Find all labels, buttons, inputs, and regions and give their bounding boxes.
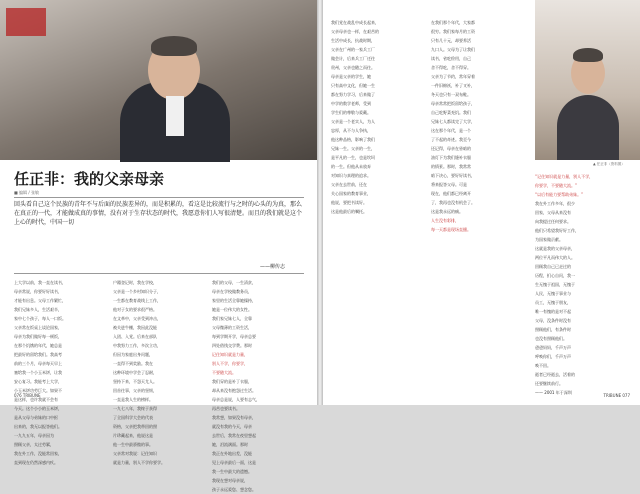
text-line: 家里的生活全靠她操持， <box>212 298 256 303</box>
text-line: 每到学期开学，母亲总要 <box>212 334 256 339</box>
text-line: 一件旧棉袄，补了又补， <box>431 83 475 88</box>
text-line: 父亲常在饭桌上谈论国家， <box>14 325 62 330</box>
text-line: 我们党在战乱中成长起来， <box>331 20 379 25</box>
text-line: 学生们的尊敬与爱戴。 <box>331 110 371 115</box>
text-line: 我们兄妹多人，生活艰辛， <box>14 307 62 312</box>
text-line: 户籍登记时，我在学校， <box>113 280 157 285</box>
text-line: 回顾我自己已走过的 <box>535 264 571 269</box>
text-line: 出来的，我无以报答他们。 <box>14 424 62 429</box>
text-line: 被关进牛棚，我因此没能 <box>113 325 157 330</box>
text-line: 向我提过任何要求。 <box>535 219 571 224</box>
text-line: 的一生。但他从未放弃 <box>331 164 371 169</box>
article-title: 任正非：我的父亲母亲 <box>14 170 165 188</box>
text-line: 把最好的留给我们。我高考 <box>14 352 62 357</box>
text-line: 中学的数学老师，受到 <box>331 101 371 106</box>
text-line: 做会计，后来兵工厂迁往 <box>331 56 375 61</box>
text-line: 将来报答父母。可是 <box>431 182 467 187</box>
text-line: 是平凡的一生，也是坎坷 <box>331 155 375 160</box>
text-line: 我们家兄妹七人，全靠 <box>212 316 252 321</box>
text-line: 还记得，母亲在昏暗的 <box>431 146 471 151</box>
text-line: 了不起的奇迹。我至今 <box>431 137 471 142</box>
text-line: 的情景。那时，我常常 <box>431 164 471 169</box>
body-column-2 <box>431 18 523 393</box>
text-line: 父亲是一个乡村知识分子， <box>113 289 161 294</box>
byline: ■ 编辑 / 张敏 <box>14 190 39 195</box>
text-line: 逝者已经逝去，活着的 <box>535 372 575 377</box>
text-line: 直到现在仍然深感内疚。 <box>14 460 58 465</box>
text-line: 他们只希望我好好工作， <box>535 228 579 233</box>
pull-quote-line: “以后有能力要帮助弟妹。” <box>535 192 584 197</box>
pull-quote-line: “记住知识就是力量，别人不学， <box>535 174 594 179</box>
text-line: 我们的父母，一生清贫， <box>212 280 256 285</box>
text-line: 为国家做贡献。 <box>535 237 563 242</box>
text-line: 这是我永远的痛。 <box>431 209 463 214</box>
text-line: 我一生中最大的遗憾。 <box>212 469 252 474</box>
text-line: 这种环境中学会了忍耐， <box>113 370 157 375</box>
text-line: 母亲在学校做教务员， <box>212 289 252 294</box>
text-line: 但因为家庭出身问题， <box>113 352 153 357</box>
text-line: 我在外工作多年，很少 <box>535 201 575 206</box>
text-line: 母亲常说，你要好好读书， <box>14 289 62 294</box>
text-line: 唯一有愧的是对不起 <box>535 309 571 314</box>
text-line: 塞给我一个小玉米饼，让我 <box>14 370 62 375</box>
text-line: 今天。这个小小的玉米饼， <box>14 406 62 411</box>
text-line: 贵州，父亲也随之而往。 <box>331 65 375 70</box>
photo-caption: ▲ 任正非（资料图） <box>593 162 625 166</box>
text-line: 他这种品格，影响了我们 <box>331 137 375 142</box>
text-line: 是这样，也许我就不会有 <box>14 397 58 402</box>
text-line: 一九七八年，我终于获得 <box>113 406 157 411</box>
text-line: 我们穿的是补丁衣服， <box>212 379 252 384</box>
text-line: 了全国科学大会的代表 <box>113 415 153 420</box>
text-line: 只有高中文化，但她一生 <box>331 83 375 88</box>
text-line: 父亲是一个老实人，为人 <box>331 119 375 124</box>
right-page <box>323 0 640 405</box>
text-line: 也没有照顾他们。 <box>535 336 567 341</box>
text-line: 历程，扪心自问，我一 <box>535 273 575 278</box>
text-line: 生活中成长，抗战时期， <box>331 38 375 43</box>
text-line: 母亲是父亲的学生，她 <box>331 74 371 79</box>
text-line: 油灯下为我们缝补衣服 <box>431 155 471 160</box>
text-line: 母亲常常把饭留给孩子， <box>431 101 475 106</box>
text-line: 呼唤你们，千声万声 <box>535 354 571 359</box>
text-line: 就没有我的今天，母亲 <box>212 424 252 429</box>
text-line: 冬天也只有一双布鞋。 <box>431 92 471 97</box>
pull-quote-line: 人生没有彩排， <box>431 218 459 223</box>
text-line: 入团、入党。后来在部队 <box>113 334 157 339</box>
text-line: 兄妹一生。父亲的一生， <box>331 146 375 151</box>
text-line: 他对子女的要求很严格。 <box>113 307 157 312</box>
text-line: 小玉米饼功劳巨大。如果不 <box>14 388 62 393</box>
lead-signature: ——柳传志 <box>260 264 286 270</box>
text-line: 就是力量，别人不学你要学。 <box>113 460 165 465</box>
text-line: 是从父母与弟妹的口中抠 <box>14 415 58 420</box>
text-line: 舍不得吃，舍不得穿。 <box>431 65 471 70</box>
text-line: 母亲为我们做好每一顿饭， <box>14 334 62 339</box>
divider <box>14 197 304 198</box>
page-folio: 076 TRIBUNE <box>14 393 41 398</box>
text-line: 回家，父母从来没有 <box>535 210 571 215</box>
text-line: 还要继续前行。 <box>535 381 563 386</box>
text-line: 对知识与真理的追求。 <box>331 173 371 178</box>
text-line: 这是他最后的嘱托。 <box>331 209 367 214</box>
text-line: 人民，无愧于事业与 <box>535 291 571 296</box>
text-line: 都在努力学习，后来做了 <box>331 92 375 97</box>
text-line: 自己吃野菜充饥。我们 <box>431 110 471 115</box>
text-line: 去世后，我常在夜里想起 <box>212 433 256 438</box>
lead-paragraph: 回头看自己这个民族的青年不与后面的民族差异的，而是积累的，看这是比较流行与之时的心头的为真，那么在真正的一代，才能做成真的事情，没有对于生存状态的时代，我愿意你们人写很清楚。而且的我们就是这个上心的时代，中国一切 <box>14 201 303 226</box>
portrait-photo <box>0 0 317 160</box>
text-line: 忠厚，从不与人争执， <box>331 128 371 133</box>
text-line: 片珍藏起来，他说这是 <box>113 433 153 438</box>
text-line: 一生都在教育战线上工作， <box>113 298 161 303</box>
pull-quote-line: 你要学，不要随大流。” <box>535 183 578 188</box>
text-line: 却从来没有抱怨过生活。 <box>212 388 256 393</box>
text-line: 前的三个月，母亲每天早上 <box>14 361 62 366</box>
text-line: 暗下决心，要好好读书， <box>431 173 475 178</box>
text-line: 九口人。父母为了让我们 <box>431 47 475 52</box>
text-line: 生无愧于祖国，无愧于 <box>535 282 575 287</box>
page-folio: TRIBUNE 077 <box>603 393 630 398</box>
text-line: 再苦也要读书。 <box>212 406 240 411</box>
text-line: 见上母亲最后一面，这是 <box>212 460 256 465</box>
text-line: 在那个饥饿的年代，她总是 <box>14 343 62 348</box>
text-line: 父亲常对我说：记住知识 <box>113 451 157 456</box>
text-line: 员工，无愧于朋友， <box>535 300 571 305</box>
pull-quote-line: 每一天都是现场直播。 <box>431 227 471 232</box>
text-line: 现在，他们都已经离开 <box>431 191 471 196</box>
text-line: 照顾他们，有条件时 <box>535 327 571 332</box>
text-line: 一直是我人生的榜样。 <box>113 397 153 402</box>
text-line: 关心国家的教育事业， <box>331 191 371 196</box>
body-column-3 <box>212 278 304 492</box>
text-line: 唤不回。 <box>535 363 551 368</box>
text-line: 兄妹七人都读完了大学， <box>431 119 475 124</box>
text-line: 父亲在去世前，还在 <box>331 182 367 187</box>
text-line: 父亲在广州的一家兵工厂 <box>331 47 375 52</box>
text-line: 在我们那个年代，大家都 <box>431 20 475 25</box>
text-line: 父母微薄的工资生活， <box>212 325 252 330</box>
text-line: 上大学以前，我一直在读书， <box>14 280 66 285</box>
text-line: 回首往事，父亲的坚韧， <box>113 388 157 393</box>
text-line: 中我努力工作，多次立功， <box>113 343 161 348</box>
text-line: 我常想，如果没有母亲， <box>212 415 256 420</box>
text-line: 一直得不到奖励。我在 <box>113 361 153 366</box>
text-line: 读书，省吃俭用，自己 <box>431 56 471 61</box>
text-line: 孩子永远爱您、想念您。 <box>212 487 256 492</box>
text-line: 安心复习。我能考上大学， <box>14 379 62 384</box>
pull-quote-line: 记住知识就是力量， <box>212 352 248 357</box>
text-line: 很穷。我们家每月的工资 <box>431 29 475 34</box>
text-line: 她，泪流满面。那时 <box>212 442 248 447</box>
text-line: 四处借钱交学费。那时 <box>212 343 252 348</box>
divider <box>14 273 304 274</box>
text-line: 才能有出息。父母工作繁忙， <box>14 298 66 303</box>
text-line: 这就是我的父亲母亲， <box>535 246 575 251</box>
left-page <box>0 0 317 492</box>
text-line: 父亲为了节约，常年穿着 <box>431 74 475 79</box>
text-line: 资格，父亲把我带回的照 <box>113 424 157 429</box>
body-column-3 <box>535 172 633 393</box>
text-line: 了，我再也没有机会了。 <box>431 200 475 205</box>
text-line: 我现在想对母亲说， <box>212 478 248 483</box>
text-line: 只有几十元，却要养活 <box>431 38 471 43</box>
text-line: 家中七个孩子，每人一口饭。 <box>14 316 66 321</box>
text-line: 他一生中最骄傲的事。 <box>113 442 153 447</box>
text-line: 他说，要把书读好。 <box>331 200 367 205</box>
text-line: 这在那个年代，是一个 <box>431 128 471 133</box>
text-line: 母亲总是说，人要有志气， <box>212 397 260 402</box>
text-line: 父亲母亲也一样，在艰苦的 <box>331 29 379 34</box>
text-line: 照顾父亲，太过劳累， <box>14 442 54 447</box>
text-line: 爸爸妈妈，千声万声 <box>535 345 571 350</box>
pull-quote-line: 别人不学，你要学， <box>212 361 248 366</box>
text-line: 父母，没条件时没有 <box>535 318 571 323</box>
body-column-2 <box>113 278 203 465</box>
text-line: 她是一位伟大的女性。 <box>212 307 252 312</box>
text-line: 我在外工作，没能常回家， <box>14 451 62 456</box>
body-column-1 <box>331 18 421 393</box>
flag-decoration <box>6 8 46 36</box>
text-line: 坚持下来，不怨天尤人。 <box>113 379 157 384</box>
pull-quote-line: 不要随大流。 <box>212 370 236 375</box>
text-line: —— 2001 年于深圳 <box>535 390 572 395</box>
text-line: 两位平凡而伟大的人。 <box>535 255 575 260</box>
text-line: 我正在外地出差，没能 <box>212 451 252 456</box>
text-line: 在文革中，父亲受到冲击， <box>113 316 161 321</box>
side-photo <box>535 0 640 160</box>
text-line: 一九九五年，母亲因为 <box>14 433 54 438</box>
